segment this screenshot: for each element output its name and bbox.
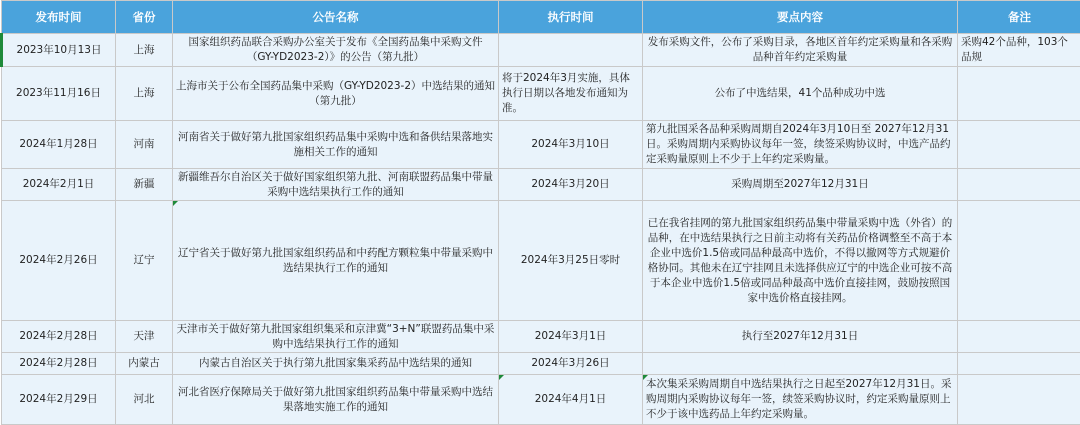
header-date: 发布时间 — [2, 1, 116, 34]
cell-note: 采购42个品种，103个品规 — [958, 34, 1080, 67]
cell-province: 河南 — [116, 121, 173, 169]
cell-key-points: 采购周期至2027年12月31日 — [643, 169, 958, 201]
cell-key-points: 公布了中选结果，41个品种成功中选 — [643, 67, 958, 121]
header-title: 公告名称 — [173, 1, 499, 34]
cell-note — [958, 67, 1080, 121]
cell-date: 2024年2月26日 — [2, 201, 116, 321]
cell-exec-time: 2024年3月25日零时 — [499, 201, 643, 321]
cell-province: 天津 — [116, 321, 173, 353]
table-row — [2, 321, 1080, 353]
cell-date: 2024年2月28日 — [2, 321, 116, 353]
header-note: 备注 — [958, 1, 1080, 34]
cell-date: 2024年2月1日 — [2, 169, 116, 201]
cell-exec-time: 2024年3月26日 — [499, 353, 643, 375]
cell-title: 河北省医疗保障局关于做好第九批国家组织药品集中带量采购中选结果落地实施工作的通知 — [173, 375, 499, 425]
cell-title: 辽宁省关于做好第九批国家组织药品和中药配方颗粒集中带量采购中选结果执行工作的通知 — [173, 201, 499, 321]
table-row — [2, 353, 1080, 375]
header-province: 省份 — [116, 1, 173, 34]
cell-key-points — [643, 353, 958, 375]
cell-key-points: 已在我省挂网的第九批国家组织药品集中带量采购中选（外省）的品种，在中选结果执行之日前主动将有关药品价格调整至不高于本企业中选价1.5倍或同品种最高中选价，不得以撤网等方式规避价格协同。其他未在辽宁挂网且未选择供应辽宁的中选企业可按不高于本企业中选价1.5倍或同品种最高中选价直接挂网，鼓励按照国家中选价格直接挂网。 — [643, 201, 958, 321]
table-row — [2, 169, 1080, 201]
cell-date: 2024年1月28日 — [2, 121, 116, 169]
cell-province: 新疆 — [116, 169, 173, 201]
header-row — [2, 1, 1080, 34]
cell-exec-time: 2024年3月10日 — [499, 121, 643, 169]
cell-date: 2024年2月29日 — [2, 375, 116, 425]
cell-note — [958, 121, 1080, 169]
cell-note — [958, 353, 1080, 375]
cell-note — [958, 201, 1080, 321]
cell-title: 内蒙古自治区关于执行第九批国家集采药品中选结果的通知 — [173, 353, 499, 375]
cell-date: 2023年10月13日 — [2, 34, 116, 67]
cell-province: 上海 — [116, 67, 173, 121]
cell-date: 2023年11月16日 — [2, 67, 116, 121]
header-exec-time: 执行时间 — [499, 1, 643, 34]
cell-exec-time: 将于2024年3月实施，具体执行日期以各地发布通知为准。 — [499, 67, 643, 121]
cell-exec-time: 2024年4月1日 — [499, 375, 643, 425]
cell-province: 上海 — [116, 34, 173, 67]
table-row — [2, 201, 1080, 321]
cell-date: 2024年2月28日 — [2, 353, 116, 375]
cell-title: 天津市关于做好第九批国家组织集采和京津冀“3+N”联盟药品集中采购中选结果执行工作的通知 — [173, 321, 499, 353]
cell-key-points: 发布采购文件，公布了采购目录，各地区首年约定采购量和各采购品种首年约定采购量 — [643, 34, 958, 67]
cell-title: 新疆维吾尔自治区关于做好国家组织第九批、河南联盟药品集中带量采购中选结果执行工作的通知 — [173, 169, 499, 201]
cell-province: 内蒙古 — [116, 353, 173, 375]
table-row — [2, 34, 1080, 67]
cell-key-points: 执行至2027年12月31日 — [643, 321, 958, 353]
cell-title: 上海市关于公布全国药品集中采购（GY-YD2023-2）中选结果的通知（第九批） — [173, 67, 499, 121]
cell-title: 河南省关于做好第九批国家组织药品集中采购中选和备供结果落地实施相关工作的通知 — [173, 121, 499, 169]
cell-key-points: 本次集采采购周期自中选结果执行之日起至2027年12月31日。采购周期内采购协议每年一签，续签采购协议时，约定采购量原则上不少于该中选药品上年约定采购量。 — [643, 375, 958, 425]
cell-key-points: 第九批国采各品种采购周期自2024年3月10日至 2027年12月31日。采购周期内采购协议每年一签，续签采购协议时，中选产品约定采购量原则上不少于上年约定采购量。 — [643, 121, 958, 169]
cell-note — [958, 321, 1080, 353]
cell-title: 国家组织药品联合采购办公室关于发布《全国药品集中采购文件（GY-YD2023-2）》的公告（第九批） — [173, 34, 499, 67]
header-key-points: 要点内容 — [643, 1, 958, 34]
table-row — [2, 121, 1080, 169]
cell-note — [958, 169, 1080, 201]
cell-exec-time — [499, 34, 643, 67]
table-row — [2, 375, 1080, 425]
table-row — [2, 67, 1080, 121]
cell-province: 河北 — [116, 375, 173, 425]
cell-exec-time: 2024年3月1日 — [499, 321, 643, 353]
cell-note — [958, 375, 1080, 425]
cell-province: 辽宁 — [116, 201, 173, 321]
cell-exec-time: 2024年3月20日 — [499, 169, 643, 201]
